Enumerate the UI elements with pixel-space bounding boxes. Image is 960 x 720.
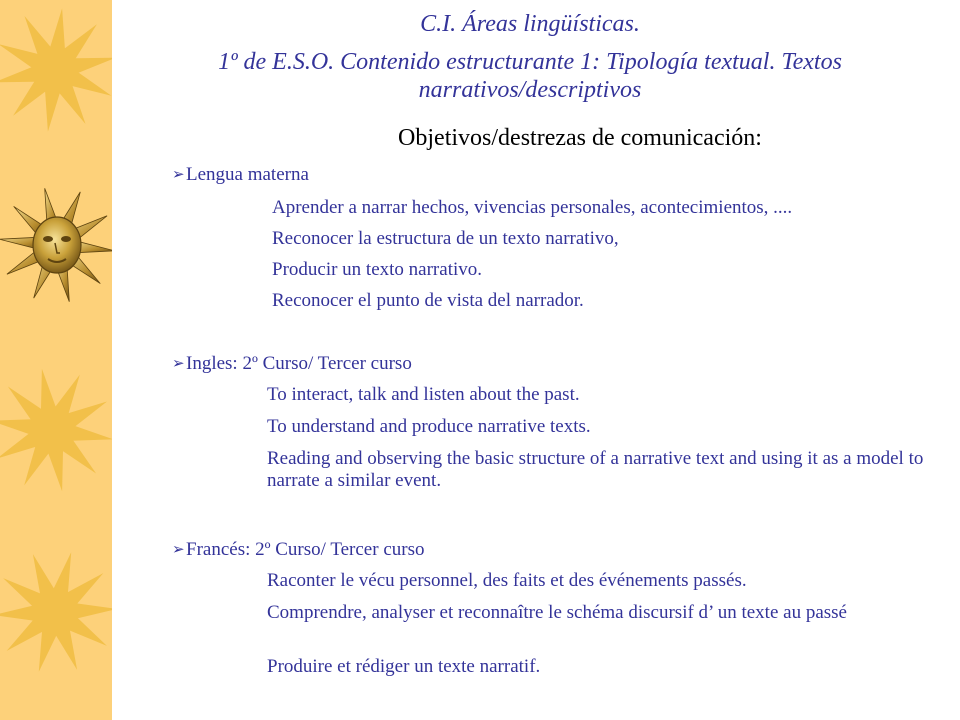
gold-sun-face-icon	[0, 188, 112, 301]
section-heading-frances	[172, 538, 424, 561]
list-item: Raconter le vécu personnel, des faits et des événements passés.	[267, 570, 747, 591]
list-item: Aprender a narrar hechos, vivencias personales, acontecimientos, ....	[272, 197, 793, 218]
list-item: Reading and observing the basic structure of a narrative text and using it as a model to narrate a similar event.	[267, 448, 924, 491]
slide-title-line2: 1º de E.S.O. Contenido estructurante 1: Tipología textual. Textos narrativos/descriptivos	[218, 49, 842, 103]
list-item: Reconocer la estructura de un texto narrativo,	[272, 228, 619, 249]
decorative-sidebar	[0, 0, 112, 720]
sun-icon	[0, 552, 112, 672]
list-item: Reconocer el punto de vista del narrador.	[272, 290, 584, 311]
section-label: Lengua materna	[186, 164, 309, 185]
sun-icon	[0, 8, 112, 131]
section-heading-ingles	[172, 352, 412, 375]
arrow-bullet-icon: ➢	[172, 540, 185, 558]
sun-icon	[0, 369, 112, 491]
arrow-bullet-icon: ➢	[172, 354, 185, 372]
slide-subtitle: Objetivos/destrezas de comunicación:	[398, 125, 762, 151]
arrow-bullet-icon: ➢	[172, 165, 185, 183]
list-item: Comprendre, analyser et reconnaître le schéma discursif d’ un texte au passé	[267, 602, 847, 623]
list-item: To understand and produce narrative texts.	[267, 416, 591, 437]
list-item: To interact, talk and listen about the past.	[267, 384, 580, 405]
list-item: Producir un texto narrativo.	[272, 259, 483, 280]
slide-title-line1: C.I. Áreas lingüísticas.	[420, 11, 640, 37]
section-label: Ingles: 2º Curso/ Tercer curso	[186, 353, 412, 374]
section-heading-lengua-materna	[172, 163, 309, 186]
section-label: Francés: 2º Curso/ Tercer curso	[186, 539, 425, 560]
list-item: Produire et rédiger un texte narratif.	[267, 656, 541, 677]
